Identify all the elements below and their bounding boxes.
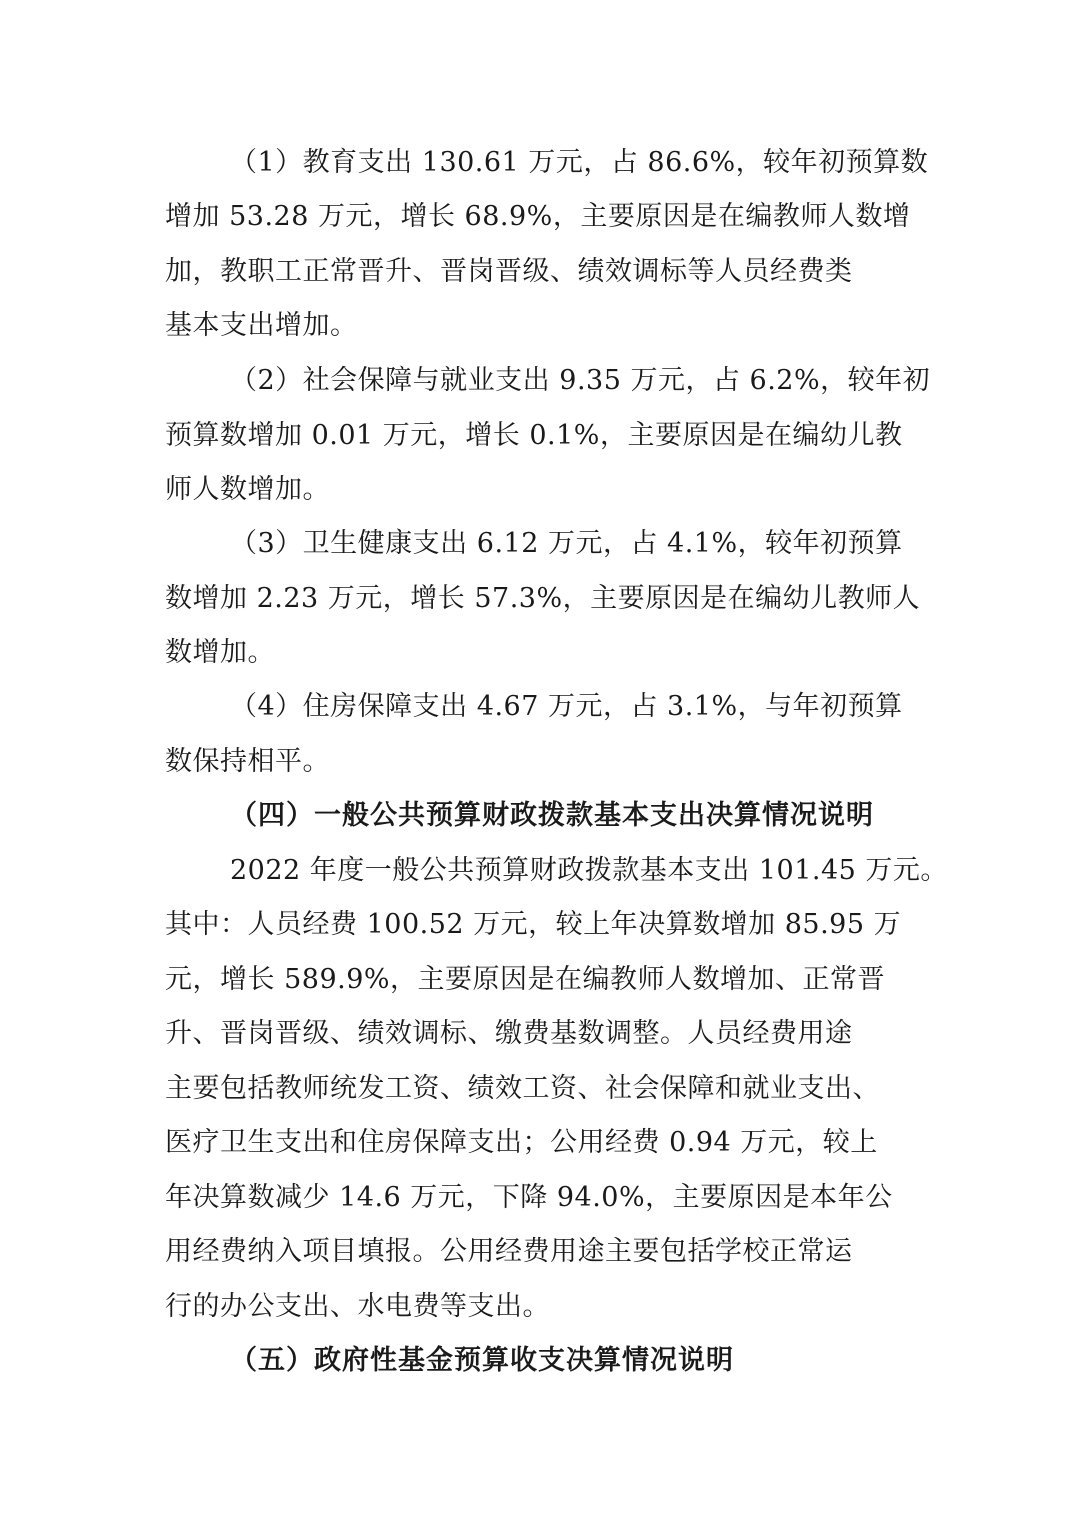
paragraph-line: 年决算数减少 14.6 万元，下降 94.0%，主要原因是本年公 — [165, 1182, 893, 1213]
section-heading: （五）政府性基金预算收支决算情况说明 — [230, 1345, 734, 1376]
paragraph-line: 加，教职工正常晋升、晋岗晋级、绩效调标等人员经费类 — [165, 256, 853, 287]
paragraph-line: 增加 53.28 万元，增长 68.9%，主要原因是在编教师人数增 — [165, 201, 911, 232]
paragraph-line: 基本支出增加。 — [165, 310, 358, 341]
paragraph-line: 数增加 2.23 万元，增长 57.3%，主要原因是在编幼儿教师人 — [165, 583, 921, 614]
paragraph-line: 2022 年度一般公共预算财政拨款基本支出 101.45 万元。 — [230, 855, 948, 886]
paragraph-line: （2）社会保障与就业支出 9.35 万元，占 6.2%，较年初 — [230, 365, 931, 396]
paragraph-line: 主要包括教师统发工资、绩效工资、社会保障和就业支出、 — [165, 1073, 880, 1104]
paragraph-line: 师人数增加。 — [165, 474, 330, 505]
paragraph-line: （3）卫生健康支出 6.12 万元，占 4.1%，较年初预算 — [230, 528, 903, 559]
paragraph-line: 预算数增加 0.01 万元，增长 0.1%，主要原因是在编幼儿教 — [165, 420, 903, 451]
section-heading: （四）一般公共预算财政拨款基本支出决算情况说明 — [230, 800, 874, 831]
paragraph-line: （4）住房保障支出 4.67 万元，占 3.1%，与年初预算 — [230, 691, 903, 722]
paragraph-line: 元，增长 589.9%，主要原因是在编教师人数增加、正常晋 — [165, 964, 886, 995]
paragraph-line: 医疗卫生支出和住房保障支出；公用经费 0.94 万元，较上 — [165, 1127, 878, 1158]
paragraph-line: 用经费纳入项目填报。公用经费用途主要包括学校正常运 — [165, 1236, 853, 1267]
paragraph-line: 数增加。 — [165, 637, 275, 668]
paragraph-line: 数保持相平。 — [165, 746, 330, 777]
paragraph-line: 行的办公支出、水电费等支出。 — [165, 1291, 550, 1322]
paragraph-line: 升、晋岗晋级、绩效调标、缴费基数调整。人员经费用途 — [165, 1018, 853, 1049]
paragraph-line: 其中：人员经费 100.52 万元，较上年决算数增加 85.95 万 — [165, 909, 902, 940]
paragraph-line: （1）教育支出 130.61 万元，占 86.6%，较年初预算数 — [230, 147, 929, 178]
